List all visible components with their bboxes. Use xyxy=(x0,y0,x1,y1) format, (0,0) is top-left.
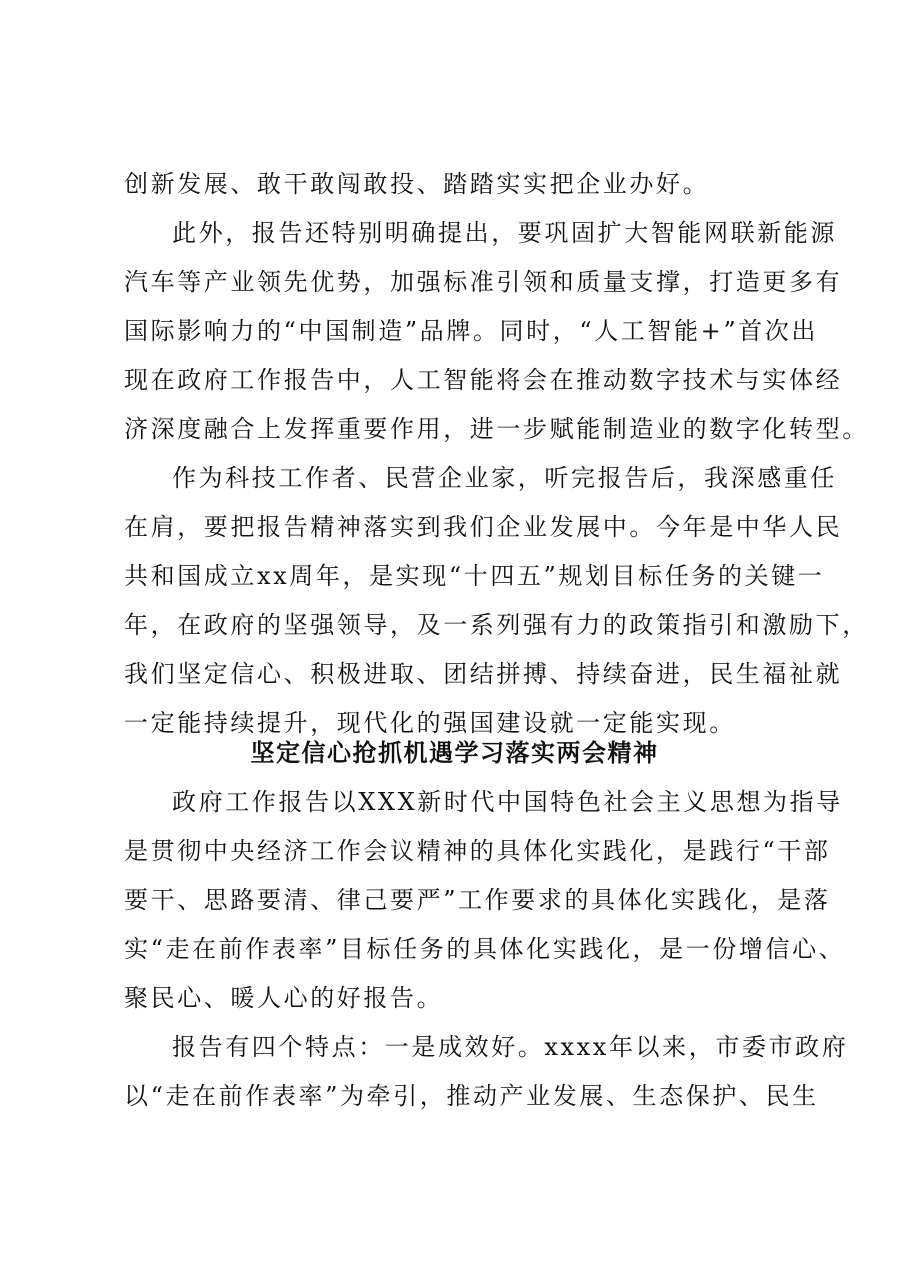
paragraph-line: 作为科技工作者、民营企业家，听完报告后，我深感重任 xyxy=(172,464,837,492)
paragraph-line: 政府工作报告以XXX新时代中国特色社会主义思想为指导 xyxy=(172,788,843,816)
paragraph-line: 报告有四个特点：一是成效好。xxxx年以来，市委市政府 xyxy=(172,1033,849,1061)
paragraph-line: 创新发展、敢干敢闯敢投、踏踏实实把企业办好。 xyxy=(124,170,710,198)
paragraph-line: 在肩，要把报告精神落实到我们企业发展中。今年是中华人民 xyxy=(124,513,843,541)
paragraph-line: 聚民心、暖人心的好报告。 xyxy=(124,984,444,1012)
paragraph-line: 要干、思路要清、律己要严”工作要求的具体化实践化，是落 xyxy=(124,886,831,914)
paragraph-line: 济深度融合上发挥重要作用，进一步赋能制造业的数字化转型。 xyxy=(124,415,869,443)
paragraph-line: 汽车等产业领先优势，加强标准引领和质量支撑，打造更多有 xyxy=(124,268,843,296)
paragraph-line: 国际影响力的“中国制造”品牌。同时，“人工智能+”首次出 xyxy=(124,317,818,345)
paragraph-line: 一定能持续提升，现代化的强国建设就一定能实现。 xyxy=(124,709,736,737)
paragraph-line: 年，在政府的坚强领导，及一系列强有力的政策指引和激励下， xyxy=(124,611,869,639)
paragraph-line: 以“走在前作表率”为牵引，推动产业发展、生态保护、民生 xyxy=(124,1082,819,1110)
paragraph-line: 此外，报告还特别明确提出，要巩固扩大智能网联新能源 xyxy=(172,219,837,247)
paragraph-line: 现在政府工作报告中，人工智能将会在推动数字技术与实体经 xyxy=(124,366,843,394)
paragraph-line: 共和国成立xx周年，是实现“十四五”规划目标任务的关键一 xyxy=(124,562,825,590)
paragraph-line: 是贯彻中央经济工作会议精神的具体化实践化，是践行“干部 xyxy=(124,837,831,865)
paragraph-line: 实“走在前作表率”目标任务的具体化实践化，是一份增信心、 xyxy=(124,935,846,963)
paragraph-line: 我们坚定信心、积极进取、团结拼搏、持续奋进，民生福祉就 xyxy=(124,660,843,688)
section-heading: 坚定信心抢抓机遇学习落实两会精神 xyxy=(250,738,659,767)
